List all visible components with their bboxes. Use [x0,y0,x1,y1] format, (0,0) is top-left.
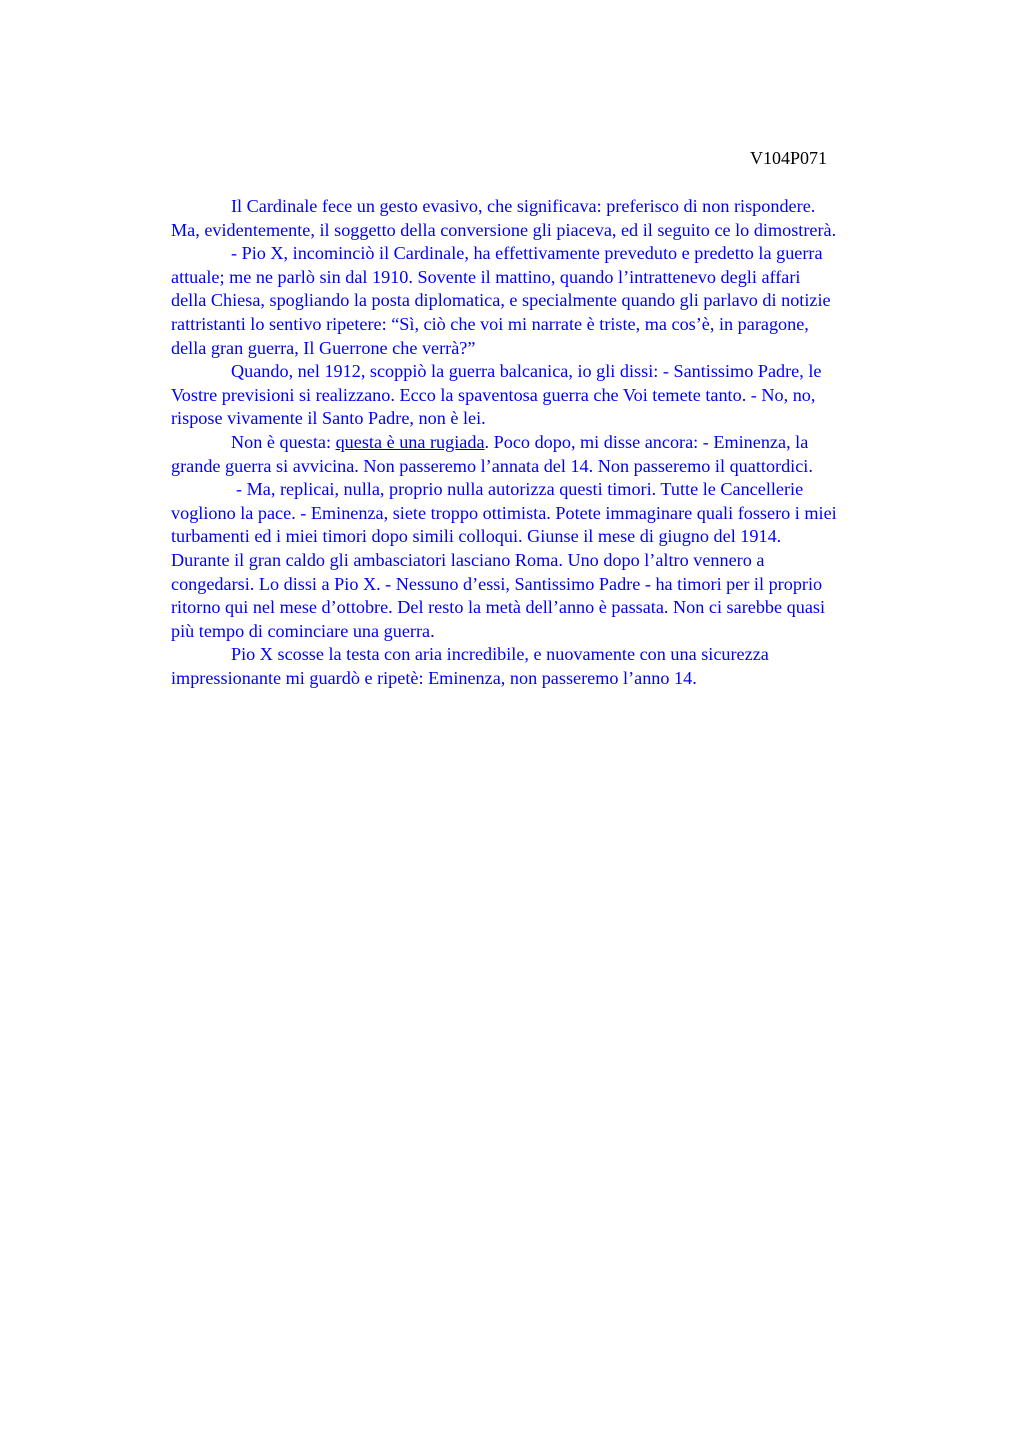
text-line: ritorno qui nel mese d’ottobre. Del resto la metà dell’anno è passata. Non ci sarebbe quasi [171,597,826,618]
text-line: - Pio X, incominciò il Cardinale, ha effettivamente preveduto e predetto la guerra [231,243,823,264]
text-line: rispose vivamente il Santo Padre, non è lei. [171,408,486,429]
text-line: vogliono la pace. - Eminenza, siete troppo ottimista. Potete immaginare quali fossero i miei [171,502,837,523]
text-line: turbamenti ed i miei timori dopo simili colloqui. Giunse il mese di giugno del 1914. [171,526,782,547]
text-line: rattristanti lo sentivo ripetere: “Sì, ciò che voi mi narrate è triste, ma cos’è, in paragone, [171,313,809,334]
text-line: più tempo di cominciare una guerra. [171,620,435,641]
text-line: attuale; me ne parlò sin dal 1910. Sovente il mattino, quando l’intrattenevo degli affari [171,266,801,287]
page-code: V104P071 [750,148,828,168]
text-line: Pio X scosse la testa con aria incredibile, e nuovamente con una sicurezza [231,644,769,665]
text-segment: . Poco dopo, mi disse ancora: - Eminenza, la [484,431,809,452]
text-line: Ma, evidentemente, il soggetto della conversione gli piaceva, ed il seguito ce lo dimostrerà. [171,219,837,240]
text-line: congedarsi. Lo dissi a Pio X. - Nessuno d’essi, Santissimo Padre - ha timori per il proprio [171,573,823,594]
text-line: - Ma, replicai, nulla, proprio nulla autorizza questi timori. Tutte le Cancellerie [236,479,804,500]
text-line: impressionante mi guardò e ripetè: Eminenza, non passeremo l’anno 14. [171,667,697,688]
text-line: Durante il gran caldo gli ambasciatori lasciano Roma. Uno dopo l’altro vennero a [171,549,765,570]
document-body [171,195,931,690]
text-line [171,431,931,455]
text-segment: Non è questa: [231,431,336,452]
text-line: della gran guerra, Il Guerrone che verrà?” [171,337,476,358]
underlined-phrase: questa è una rugiada [335,431,485,452]
text-line: Il Cardinale fece un gesto evasivo, che significava: preferisco di non rispondere. [231,196,816,216]
text-line: grande guerra si avvicina. Non passeremo l’annata del 14. Non passeremo il quattordici. [171,455,813,476]
text-line: della Chiesa, spogliando la posta diplomatica, e specialmente quando gli parlavo di notizie [171,290,831,311]
text-line: Quando, nel 1912, scoppiò la guerra balcanica, io gli dissi: - Santissimo Padre, le [231,361,822,382]
text-line: Vostre previsioni si realizzano. Ecco la spaventosa guerra che Voi temete tanto. - No, no, [171,384,816,405]
